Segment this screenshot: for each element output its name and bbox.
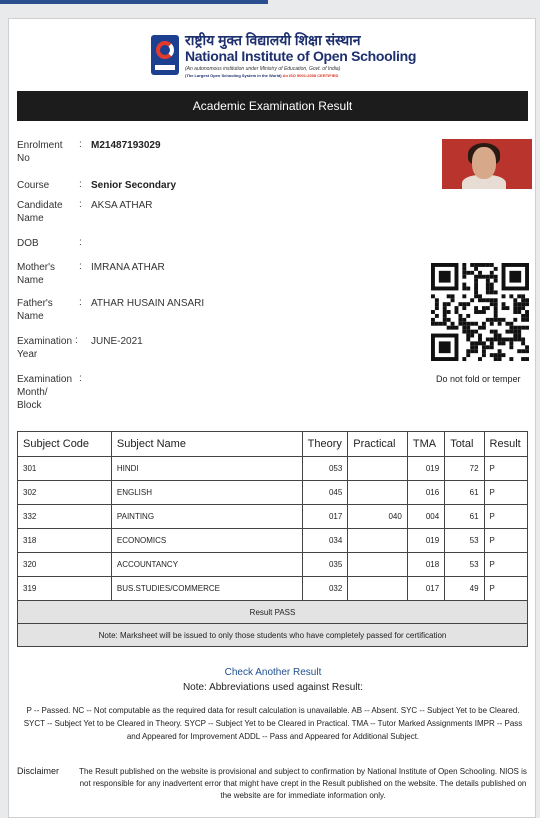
table-cell: 053 (302, 457, 348, 481)
detail-value: JUNE-2021 (91, 336, 143, 347)
table-cell: 320 (18, 553, 112, 577)
table-cell: 019 (407, 457, 444, 481)
table-cell: 018 (407, 553, 444, 577)
table-cell: 61 (445, 481, 484, 505)
table-cell: BUS.STUDIES/COMMERCE (111, 577, 302, 601)
table-cell (348, 457, 408, 481)
table-cell: 302 (18, 481, 112, 505)
table-cell: 040 (348, 505, 408, 529)
table-row (18, 457, 528, 481)
table-cell: 034 (302, 529, 348, 553)
detail-colon: : (79, 199, 82, 210)
table-cell: PAINTING (111, 505, 302, 529)
detail-value: AKSA ATHAR (91, 200, 153, 211)
table-cell: P (484, 457, 527, 481)
detail-value: ATHAR HUSAIN ANSARI (91, 298, 205, 309)
disclaimer-text: The Result published on the website is provisional and subject to confirmation by National Institute of Open Schooling. NIOS is not responsible for any inadvertent error that might have crept in the Result published on the website. The details published on the website are for immediate information only. (79, 767, 527, 800)
table-cell: 017 (302, 505, 348, 529)
marksheet-note: Note: Marksheet will be issued to only those students who have completely passed for certification (18, 624, 528, 647)
detail-colon: : (79, 237, 82, 248)
table-cell: 004 (407, 505, 444, 529)
table-cell: P (484, 529, 527, 553)
detail-colon: : (79, 297, 82, 308)
col-practical: Practical (348, 432, 408, 457)
table-cell: P (484, 553, 527, 577)
detail-label: Candidate Name (17, 200, 63, 224)
institute-subtitle: (An autonomous institution under Ministry of Education, Govt. of India) (185, 66, 341, 72)
detail-label: DOB (17, 238, 39, 249)
table-header-row (18, 432, 528, 457)
abbreviations-title: Note: Abbreviations used against Result: (182, 682, 364, 693)
table-cell (348, 577, 408, 601)
institute-name-english: National Institute of Open Schooling (185, 48, 417, 64)
table-row (18, 481, 528, 505)
col-tma: TMA (407, 432, 444, 457)
result-row (18, 601, 528, 624)
detail-colon: : (79, 139, 82, 150)
detail-value: IMRANA ATHAR (91, 262, 165, 273)
col-total: Total (445, 432, 484, 457)
table-cell (348, 553, 408, 577)
institute-tagline: (The Largest Open Schooling System in the World) An ISO 9001:2008 CERTIFIED (185, 73, 339, 78)
table-cell: 332 (18, 505, 112, 529)
detail-label: Mother's Name (17, 262, 56, 286)
table-cell (348, 529, 408, 553)
table-cell: 53 (445, 553, 484, 577)
abbreviations-text: P -- Passed. NC -- Not computable as the required data for result calculation is unavailable. AB -- Absent. SYC -- Subject Yet to be Cleared. SYCT -- Subject Yet to be Cleared in Theory. SYCP -- Subject Yet to be Cleared in Practical. TMA -- Tutor Marked Assignments IMPR -- Pass and Appeared for Improvement ADDL -- Pass and Appeared for Additional Subject. (23, 706, 523, 741)
check-another-result-link[interactable]: Check Another Result (224, 667, 322, 678)
table-cell: 72 (445, 457, 484, 481)
col-theory: Theory (302, 432, 348, 457)
table-row (18, 529, 528, 553)
result-pass-text: Result PASS (18, 601, 528, 624)
detail-label: Examination Month/ Block (17, 374, 73, 411)
table-cell: P (484, 481, 527, 505)
table-cell: 301 (18, 457, 112, 481)
table-cell: P (484, 505, 527, 529)
table-cell: 017 (407, 577, 444, 601)
table-cell: ACCOUNTANCY (111, 553, 302, 577)
detail-label: Course (17, 180, 50, 191)
table-cell: 045 (302, 481, 348, 505)
detail-colon: : (79, 373, 82, 384)
do-not-fold-text: Do not fold or temper (436, 374, 521, 384)
table-cell: 318 (18, 529, 112, 553)
marks-table (17, 431, 528, 647)
table-cell: 016 (407, 481, 444, 505)
page-title: Academic Examination Result (17, 91, 528, 121)
table-cell: 49 (445, 577, 484, 601)
disclaimer-label: Disclaimer (17, 766, 60, 776)
detail-label: Enrolment No (17, 140, 63, 164)
detail-label: Examination Year (17, 336, 73, 360)
candidate-photo (442, 139, 532, 189)
table-cell: 032 (302, 577, 348, 601)
detail-value: Senior Secondary (91, 180, 177, 191)
table-cell: 53 (445, 529, 484, 553)
nios-logo (151, 31, 417, 83)
detail-label: Father's Name (17, 298, 53, 322)
table-cell: ENGLISH (111, 481, 302, 505)
result-card (8, 18, 536, 818)
table-cell: P (484, 577, 527, 601)
nios-emblem-icon (151, 35, 179, 75)
table-row (18, 577, 528, 601)
note-row (18, 624, 528, 647)
detail-colon: : (79, 261, 82, 272)
table-cell: 319 (18, 577, 112, 601)
table-cell: HINDI (111, 457, 302, 481)
qr-code-icon (430, 263, 530, 361)
table-cell: 035 (302, 553, 348, 577)
table-cell: 61 (445, 505, 484, 529)
table-row (18, 553, 528, 577)
col-subject-code: Subject Code (18, 432, 112, 457)
detail-colon: : (75, 335, 78, 346)
detail-value: M21487193029 (91, 140, 161, 151)
table-cell: ECONOMICS (111, 529, 302, 553)
table-cell (348, 481, 408, 505)
table-row (18, 505, 528, 529)
col-result: Result (484, 432, 527, 457)
institute-name-hindi: राष्ट्रीय मुक्त विद्यालयी शिक्षा संस्थान (185, 32, 361, 48)
detail-colon: : (79, 179, 82, 190)
top-accent-bar (0, 0, 268, 4)
col-subject-name: Subject Name (111, 432, 302, 457)
table-cell: 019 (407, 529, 444, 553)
